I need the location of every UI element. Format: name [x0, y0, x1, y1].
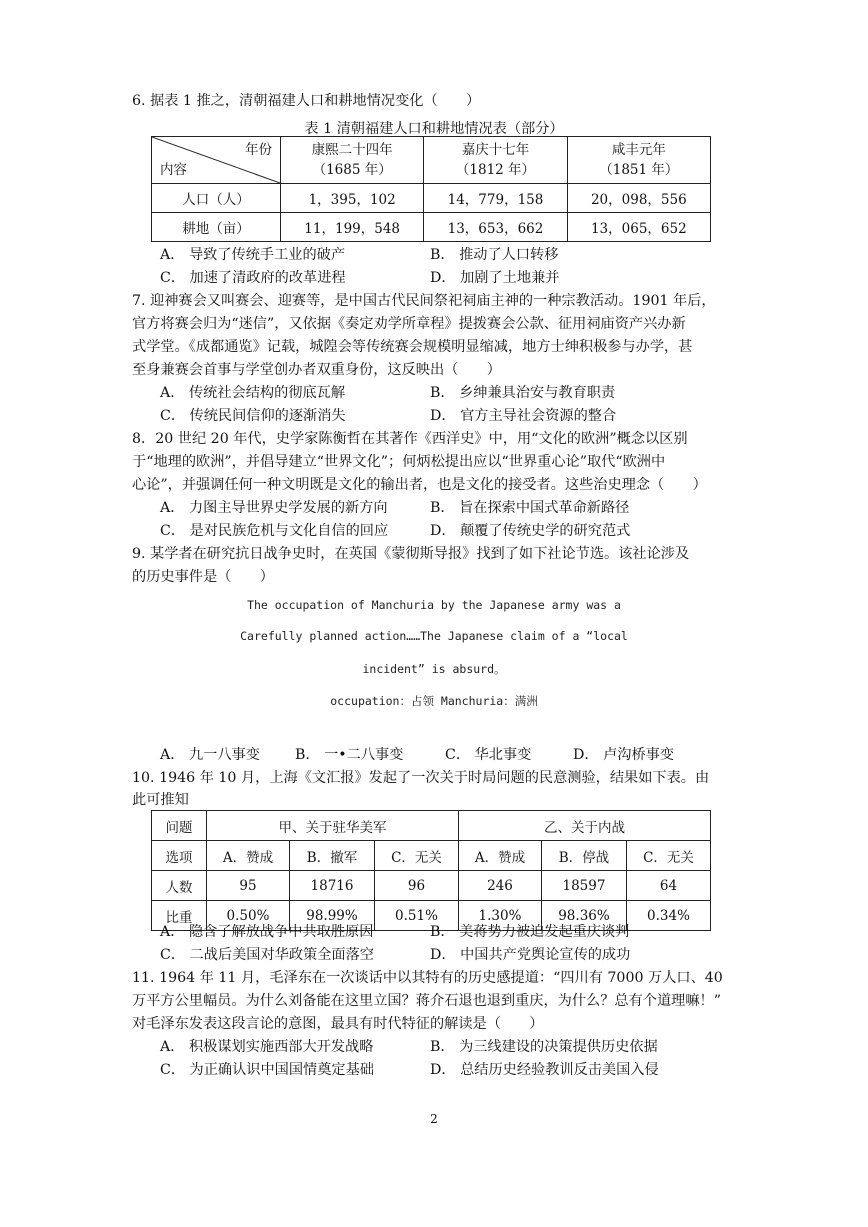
table1-col-header: 嘉庆十七年 （1812 年） [424, 137, 567, 184]
table2 [151, 810, 711, 931]
group-header: 乙、关于内战 [458, 811, 710, 841]
q10-line: 此可推知 [132, 792, 189, 808]
q6-option-a[interactable]: A． 导致了传统手工业的破产 [160, 247, 346, 263]
q7-option-d[interactable]: D． 官方主导社会资源的整合 [430, 408, 617, 424]
q10-line: 10. 1946 年 10 月，上海《文汇报》发起了一次关于时局问题的民意测验，结果如下表。由 [132, 770, 710, 786]
q11-option-a[interactable]: A． 积极谋划实施西部大开发战略 [160, 1039, 374, 1055]
table-cell: 20，098，556 [567, 184, 710, 213]
table-cell: 11，199，548 [281, 213, 424, 242]
table1-col-header: 康熙二十四年 （1685 年） [281, 137, 424, 184]
row-label: 问题 [152, 811, 207, 841]
table-row [152, 184, 711, 213]
table-cell: 13，065，652 [567, 213, 710, 242]
q8-option-c[interactable]: C． 是对民族危机与文化自信的回应 [160, 523, 389, 539]
table-cell: B．撤军 [290, 841, 375, 871]
q7-line: 7. 迎神赛会又叫赛会、迎赛等，是中国古代民间祭祀祠庙主神的一种宗教活动。1901 年后， [132, 293, 716, 309]
table-cell: 0.51% [375, 901, 459, 931]
q6-option-b[interactable]: B． 推动了人口转移 [430, 247, 559, 263]
group-header: 甲、关于驻华美军 [207, 811, 459, 841]
table-cell: A．赞成 [207, 841, 290, 871]
q9-option-c[interactable]: C． 华北事变 [445, 747, 532, 763]
q9-option-b[interactable]: B． 一•二八事变 [295, 747, 404, 763]
q11-option-d[interactable]: D． 总结历史经验教训反击美国入侵 [430, 1062, 659, 1078]
row-label: 人口（人） [152, 184, 281, 213]
table-cell: 1.30% [458, 901, 541, 931]
table1-corner [152, 137, 281, 184]
table-cell: C．无关 [626, 841, 710, 871]
q9-option-d[interactable]: D． 卢沟桥事变 [573, 747, 675, 763]
q9-quote-line: The occupation of Manchuria by the Japanese army was a [247, 598, 621, 612]
q10-option-d[interactable]: D． 中国共产党舆论宣传的成功 [430, 947, 631, 963]
q9-quote-line: Carefully planned action……The Japanese claim of a “local [240, 629, 628, 643]
q9-option-a[interactable]: A． 九一八事变 [160, 747, 260, 763]
table1 [151, 136, 711, 242]
q6-stem: 6. 据表 1 推之，清朝福建人口和耕地情况变化（ ） [132, 93, 481, 109]
table-cell: A．赞成 [458, 841, 541, 871]
row-label: 人数 [152, 871, 207, 901]
q8-option-b[interactable]: B． 旨在探索中国式革命新路径 [430, 500, 630, 516]
table-row [152, 213, 711, 242]
q11-line: 11. 1964 年 11 月，毛泽东在一次谈话中以其特有的历史感提道：“四川有 7000 万人口、40 [132, 970, 723, 986]
table-cell: 98.99% [290, 901, 375, 931]
table-cell: 98.36% [541, 901, 626, 931]
table-cell: 95 [207, 871, 290, 901]
q7-line: 至身兼赛会首事与学堂创办者双重身份，这反映出（ ） [132, 362, 501, 378]
table-cell: B．停战 [541, 841, 626, 871]
q11-line: 万平方公里幅员。为什么刘备能在这里立国？蒋介石退也退到重庆，为什么？总有个道理嘛！” [132, 993, 721, 1009]
table-row [152, 811, 711, 841]
table-row [152, 841, 711, 871]
q10-option-c[interactable]: C． 二战后美国对华政策全面落空 [160, 947, 374, 963]
table1-caption: 表 1 清朝福建人口和耕地情况表（部分） [304, 121, 564, 137]
q7-line: 官方将赛会归为“迷信”，又依据《奏定劝学所章程》提拨赛会公款、征用祠庙资产兴办新 [132, 316, 686, 332]
table-cell: 0.34% [626, 901, 710, 931]
q11-option-b[interactable]: B． 为三线建设的决策提供历史依据 [430, 1039, 658, 1055]
q7-line: 式学堂。《成都通览》记载，城隍会等传统赛会规模明显缩减，地方士绅积极参与办学，甚 [132, 339, 693, 355]
table-cell: 0.50% [207, 901, 290, 931]
q9-line: 的历史事件是（ ） [132, 569, 274, 585]
table-cell: 14，779，158 [424, 184, 567, 213]
q11-option-c[interactable]: C． 为正确认识中国国情奠定基础 [160, 1062, 374, 1078]
table1-corner-bottom: 内容 [160, 162, 187, 178]
q7-option-b[interactable]: B． 乡绅兼具治安与教育职责 [430, 385, 616, 401]
q8-line: 心论”，并强调任何一种文明既是文化的输出者，也是文化的接受者。这些治史理念（ ） [132, 477, 707, 493]
q7-option-c[interactable]: C． 传统民间信仰的逐渐消失 [160, 408, 346, 424]
q6-option-d[interactable]: D． 加剧了土地兼并 [430, 270, 560, 286]
table-cell: 246 [458, 871, 541, 901]
row-label: 选项 [152, 841, 207, 871]
q8-line: 8．20 世纪 20 年代，史学家陈衡哲在其著作《西洋史》中，用“文化的欧洲”概念以区别 [132, 431, 688, 447]
q8-line: 于“地理的欧洲”，并倡导建立“世界文化”；何炳松提出应以“世界重心论”取代“欧洲中 [132, 454, 666, 470]
row-label: 比重 [152, 901, 207, 931]
q9-quote-line: incident” is absurd。 [362, 662, 506, 676]
q9-line: 9. 某学者在研究抗日战争史时，在英国《蒙彻斯导报》找到了如下社论节选。该社论涉及 [132, 546, 690, 562]
q7-option-a[interactable]: A． 传统社会结构的彻底瓦解 [160, 385, 346, 401]
table-cell: 18716 [290, 871, 375, 901]
q8-option-d[interactable]: D． 颠覆了传统史学的研究范式 [430, 523, 631, 539]
table-cell: 1，395，102 [281, 184, 424, 213]
row-label: 耕地（亩） [152, 213, 281, 242]
page-number: 2 [430, 1112, 438, 1126]
table1-corner-top: 年份 [245, 142, 272, 158]
table-cell: 64 [626, 871, 710, 901]
q9-quote-gloss: occupation：占领 Manchuria：满洲 [330, 694, 538, 708]
table-row [152, 871, 711, 901]
q11-line: 对毛泽东发表这段言论的意图，最具有时代特征的解读是（ ） [132, 1016, 544, 1032]
q8-option-a[interactable]: A． 力图主导世界史学发展的新方向 [160, 500, 388, 516]
table-cell: C．无关 [375, 841, 459, 871]
table-cell: 18597 [541, 871, 626, 901]
table-cell: 13，653，662 [424, 213, 567, 242]
q6-option-c[interactable]: C． 加速了清政府的改革进程 [160, 270, 346, 286]
q10-option-b[interactable]: B． 美蒋势力被迫发起重庆谈判 [430, 924, 630, 940]
table-cell: 96 [375, 871, 459, 901]
table1-col-header: 咸丰元年 （1851 年） [567, 137, 710, 184]
q10-option-a[interactable]: A． 隐含了解放战争中共取胜原因 [160, 924, 374, 940]
